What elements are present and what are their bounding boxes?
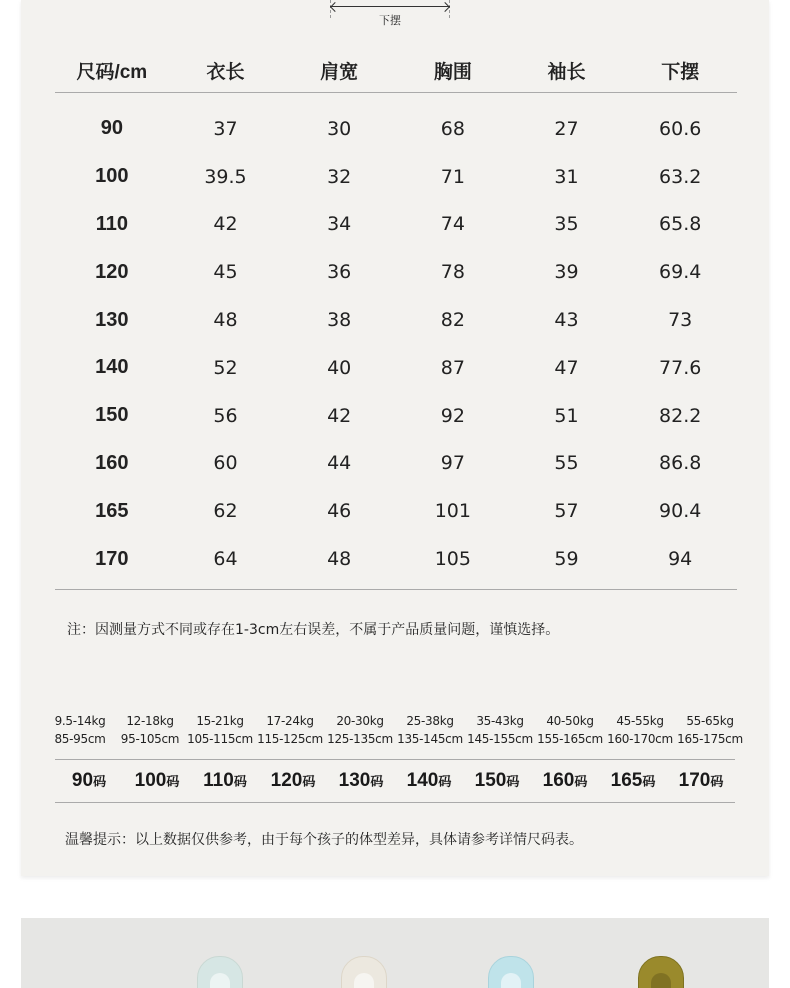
table-row: [55, 201, 737, 249]
recommendation-range: [325, 712, 395, 748]
size-label: 90: [100, 117, 123, 140]
table-cell: 55: [554, 452, 579, 475]
recommended-size: [55, 770, 123, 792]
table-cell: 87: [440, 356, 465, 379]
product-photo-strip: [21, 918, 769, 988]
recommendation-range: [45, 712, 115, 748]
table-cell: 43: [554, 309, 579, 332]
table-cell: 57: [554, 500, 579, 523]
weight-range: 12-18kg: [126, 714, 174, 728]
size-number: 120: [270, 770, 303, 791]
table-cell: 36: [327, 261, 352, 284]
size-label: 170: [95, 547, 129, 570]
column-header: 袖长: [547, 60, 586, 83]
table-row: [55, 344, 737, 392]
table-cell: 86.8: [659, 452, 702, 475]
recommendation-ranges: [45, 712, 745, 748]
recommended-size: [667, 770, 735, 792]
recommended-size: [327, 770, 395, 792]
table-cell: 71: [440, 165, 465, 188]
table-row: [55, 296, 737, 344]
table-cell: 37: [213, 117, 238, 140]
height-range: 115-125cm: [257, 732, 323, 746]
size-table: [55, 48, 737, 590]
measurement-note: 注：因测量方式不同或存在1-3cm左右误差，不属于产品质量问题，谨慎选择。: [67, 622, 560, 638]
height-range: 85-95cm: [54, 732, 106, 746]
recommendation-range: [605, 712, 675, 748]
weight-range: 40-50kg: [546, 714, 594, 728]
size-label: 165: [95, 499, 129, 522]
weight-range: 15-21kg: [196, 714, 244, 728]
table-row: [55, 105, 737, 153]
size-label: 110: [95, 212, 128, 235]
table-cell: 34: [327, 213, 352, 236]
height-range: 145-155cm: [467, 732, 533, 746]
size-recommendation: [45, 712, 745, 803]
column-header: 肩宽: [320, 60, 359, 83]
recommendation-range: [185, 712, 255, 748]
weight-range: 20-30kg: [336, 714, 384, 728]
table-cell: 42: [327, 404, 352, 427]
table-cell: 51: [554, 404, 579, 427]
size-number: 165: [610, 770, 643, 791]
table-cell: 101: [434, 500, 471, 523]
table-cell: 39: [554, 261, 579, 284]
recommended-size: [191, 770, 259, 792]
size-unit: 码: [93, 775, 107, 790]
height-range: 95-105cm: [120, 732, 180, 746]
size-label: 120: [95, 260, 129, 283]
size-number: 160: [542, 770, 575, 791]
column-header: 下摆: [661, 60, 700, 83]
table-cell: 31: [554, 165, 579, 188]
measure-arrow-icon: [330, 6, 450, 7]
recommendation-range: [395, 712, 465, 748]
size-unit: 码: [710, 775, 724, 790]
table-cell: 82: [440, 309, 465, 332]
table-cell: 44: [327, 452, 352, 475]
table-cell: 77.6: [659, 356, 702, 379]
product-hood-image: [638, 956, 684, 988]
recommendation-range: [675, 712, 745, 748]
table-cell: 105: [434, 548, 471, 571]
height-range: 155-165cm: [537, 732, 603, 746]
table-cell: 32: [327, 165, 352, 188]
table-cell: 92: [440, 404, 465, 427]
recommendation-range: [465, 712, 535, 748]
size-table-header: [55, 48, 737, 93]
recommendation-range: [115, 712, 185, 748]
table-cell: 52: [213, 356, 238, 379]
height-range: 160-170cm: [607, 732, 673, 746]
size-unit: 码: [642, 775, 656, 790]
table-cell: 82.2: [659, 404, 702, 427]
product-hood-image: [197, 956, 243, 988]
table-cell: 56: [213, 404, 238, 427]
table-row: [55, 535, 737, 583]
size-unit: 码: [438, 775, 452, 790]
table-cell: 65.8: [659, 213, 702, 236]
recommendation-sizes: [55, 759, 735, 803]
height-range: 135-145cm: [397, 732, 463, 746]
size-unit: 码: [233, 775, 247, 790]
table-cell: 73: [668, 309, 693, 332]
table-cell: 74: [440, 213, 465, 236]
height-range: 165-175cm: [677, 732, 743, 746]
weight-range: 25-38kg: [406, 714, 454, 728]
size-number: 150: [474, 770, 507, 791]
height-range: 105-115cm: [187, 732, 253, 746]
table-cell: 94: [668, 548, 693, 571]
table-cell: 40: [327, 356, 352, 379]
table-cell: 59: [554, 548, 579, 571]
table-cell: 48: [213, 309, 238, 332]
size-number: 110: [203, 770, 234, 791]
table-cell: 60: [213, 452, 238, 475]
weight-range: 45-55kg: [616, 714, 664, 728]
recommended-size: [531, 770, 599, 792]
table-cell: 39.5: [204, 165, 247, 188]
size-unit: 码: [302, 775, 316, 790]
table-row: [55, 153, 737, 201]
product-hood-image: [341, 956, 387, 988]
recommended-size: [259, 770, 327, 792]
size-label: 140: [95, 356, 129, 379]
table-cell: 69.4: [659, 261, 702, 284]
table-cell: 90.4: [659, 500, 702, 523]
table-cell: 63.2: [659, 165, 702, 188]
recommendation-range: [255, 712, 325, 748]
weight-range: 55-65kg: [686, 714, 734, 728]
recommended-size: [395, 770, 463, 792]
size-number: 130: [338, 770, 371, 791]
size-number: 90: [71, 770, 94, 791]
size-unit: 码: [370, 775, 384, 790]
recommended-size: [599, 770, 667, 792]
table-cell: 47: [554, 356, 579, 379]
size-label: 100: [95, 165, 129, 188]
table-cell: 27: [554, 117, 579, 140]
table-cell: 45: [213, 261, 238, 284]
table-cell: 68: [440, 117, 465, 140]
column-header: 尺码/cm: [76, 61, 148, 83]
size-number: 100: [134, 770, 167, 791]
size-unit: 码: [574, 775, 588, 790]
measure-label: 下摆: [379, 14, 401, 27]
size-number: 170: [678, 770, 711, 791]
recommendation-range: [535, 712, 605, 748]
table-cell: 97: [440, 452, 465, 475]
product-hood-image: [488, 956, 534, 988]
table-cell: 62: [213, 500, 238, 523]
table-row: [55, 248, 737, 296]
table-cell: 48: [327, 548, 352, 571]
column-header: 胸围: [433, 60, 472, 83]
size-unit: 码: [506, 775, 520, 790]
weight-range: 9.5-14kg: [54, 714, 106, 728]
table-cell: 35: [554, 213, 579, 236]
table-row: [55, 392, 737, 440]
weight-range: 17-24kg: [266, 714, 314, 728]
recommended-size: [463, 770, 531, 792]
table-cell: 30: [327, 117, 352, 140]
weight-range: 35-43kg: [476, 714, 524, 728]
table-cell: 78: [440, 261, 465, 284]
hem-measure-diagram: [330, 0, 450, 26]
size-table-body: [55, 105, 737, 590]
height-range: 125-135cm: [327, 732, 393, 746]
size-unit: 码: [166, 775, 180, 790]
table-row: [55, 487, 737, 535]
table-row: [55, 440, 737, 488]
recommended-size: [123, 770, 191, 792]
size-label: 130: [95, 308, 129, 331]
table-cell: 60.6: [659, 117, 702, 140]
table-cell: 64: [213, 548, 238, 571]
table-cell: 46: [327, 500, 352, 523]
warm-tip: 温馨提示：以上数据仅供参考，由于每个孩子的体型差异，具体请参考详情尺码表。: [65, 832, 583, 848]
size-number: 140: [406, 770, 439, 791]
size-label: 160: [95, 451, 129, 474]
table-cell: 42: [213, 213, 238, 236]
table-cell: 38: [327, 309, 352, 332]
size-label: 150: [95, 404, 129, 427]
column-header: 衣长: [206, 60, 245, 83]
